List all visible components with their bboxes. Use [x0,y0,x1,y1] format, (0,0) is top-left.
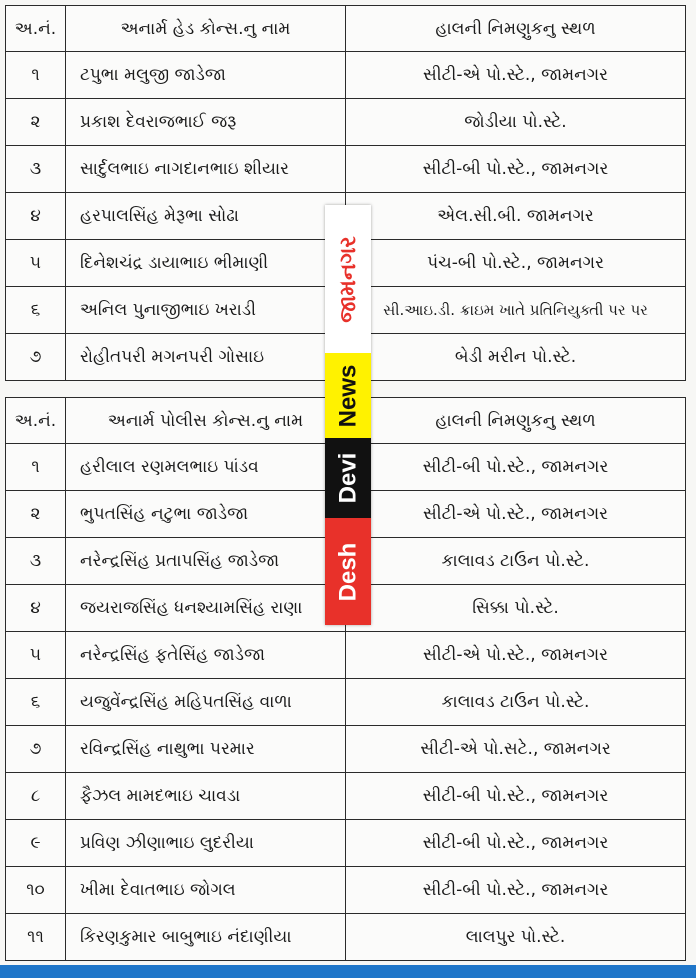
name-cell: હરીલાલ રણમલભાઇ પાંડવ [66,444,346,491]
serial-cell: ૧ [6,444,66,491]
table-row [6,632,686,679]
watermark-desh-text: Desh [334,542,361,601]
name-cell: ખીમા દેવાતભાઇ જોગલ [66,867,346,914]
serial-cell: ૧ [6,52,66,99]
column-header-posting: હાલની નિમણુકનુ સ્થળ [346,398,686,444]
desh-devi-news-watermark [325,205,371,625]
table-row [6,914,686,961]
posting-cell: સીટી-બી પો.સ્ટે., જામનગર [346,773,686,820]
name-cell: ફૈઝલ મામદભાઇ ચાવડા [66,773,346,820]
name-cell: અનિલ પુનાજીભાઇ ખરાડી [66,287,346,334]
posting-cell: સીટી-બી પો.સ્ટે., જામનગર [346,867,686,914]
serial-cell: ૩ [6,538,66,585]
posting-cell: એલ.સી.બી. જામનગર [346,193,686,240]
watermark-news [325,353,371,438]
name-cell: પ્રવિણ ઝીણાભાઇ લુદરીયા [66,820,346,867]
column-header-posting: હાલની નિમણુકનુ સ્થળ [346,6,686,52]
watermark-devi [325,438,371,518]
serial-cell: ૨ [6,99,66,146]
name-cell: જયરાજસિંહ ધનશ્યામસિંહ રાણા [66,585,346,632]
posting-cell: સીટી-બી પો.સ્ટે., જામનગર [346,444,686,491]
table-row [6,99,686,146]
column-header-name: અનાર્મ હેડ કોન્સ.નુ નામ [66,6,346,52]
serial-cell: ૨ [6,491,66,538]
posting-cell: પંચ-બી પો.સ્ટે., જામનગર [346,240,686,287]
watermark-city [325,205,371,353]
serial-cell: ૯ [6,820,66,867]
name-cell: નરેન્દ્રસિંહ ફતેસિંહ જાડેજા [66,632,346,679]
serial-cell: ૪ [6,585,66,632]
posting-cell: જોડીયા પો.સ્ટે. [346,99,686,146]
serial-cell: ૬ [6,287,66,334]
posting-cell: બેડી મરીન પો.સ્ટે. [346,334,686,381]
posting-cell: કાલાવડ ટાઉન પો.સ્ટે. [346,679,686,726]
serial-cell: ૭ [6,726,66,773]
posting-cell: સિક્કા પો.સ્ટે. [346,585,686,632]
name-cell: ટપુભા મલુજી જાડેજા [66,52,346,99]
watermark-city-text: જામનગર [335,235,361,323]
column-header-name: અનાર્મ પોલીસ કોન્સ.નુ નામ [66,398,346,444]
serial-cell: ૬ [6,679,66,726]
name-cell: નરેન્દ્રસિંહ પ્રતાપસિંહ જાડેજા [66,538,346,585]
posting-cell: કાલાવડ ટાઉન પો.સ્ટે. [346,538,686,585]
name-cell: સાર્દુલભાઇ નાગદાનભાઇ શીયાર [66,146,346,193]
table-header-row [6,6,686,52]
watermark-devi-text: Devi [334,452,362,504]
serial-cell: ૫ [6,632,66,679]
watermark-desh [325,518,371,625]
posting-cell: સીટી-એ પો.સ્ટે., જામનગર [346,52,686,99]
posting-cell: સીટી-એ પો.સટે., જામનગર [346,726,686,773]
serial-cell: ૩ [6,146,66,193]
posting-cell: લાલપુર પો.સ્ટે. [346,914,686,961]
serial-cell: ૮ [6,773,66,820]
serial-cell: ૭ [6,334,66,381]
name-cell: યજુવેંન્દ્રસિંહ મહિપતસિંહ વાળા [66,679,346,726]
name-cell: દિનેશચંદ્ર ડાયાભાઇ ભીમાણી [66,240,346,287]
column-header-serial: અ.નં. [6,6,66,52]
table-row [6,146,686,193]
posting-cell: સીટી-એ પો.સ્ટે., જામનગર [346,491,686,538]
table-row [6,867,686,914]
table-row [6,773,686,820]
name-cell: ભુપતસિંહ નટુભા જાડેજા [66,491,346,538]
watermark-news-text: News [334,364,362,427]
posting-cell: સીટી-બી પો.સ્ટે., જામનગર [346,146,686,193]
bottom-bar [0,965,696,978]
name-cell: હરપાલસિંહ મેરૂભા સોઢા [66,193,346,240]
table-row [6,52,686,99]
table-row [6,820,686,867]
table-row [6,679,686,726]
posting-cell: સીટી-એ પો.સ્ટે., જામનગર [346,632,686,679]
name-cell: પ્રકાશ દેવરાજભાઈ જરૂ [66,99,346,146]
serial-cell: ૧૧ [6,914,66,961]
serial-cell: ૪ [6,193,66,240]
posting-cell: સી.આઇ.ડી. ક્રાઇમ ખાતે પ્રતિનિયુક્તી પર પર [346,287,686,334]
name-cell: કિરણકુમાર બાબુભાઇ નંદાણીયા [66,914,346,961]
name-cell: રોહીતપરી મગનપરી ગોસાઇ [66,334,346,381]
table-row [6,726,686,773]
posting-cell: સીટી-બી પો.સ્ટે., જામનગર [346,820,686,867]
column-header-serial: અ.નં. [6,398,66,444]
serial-cell: ૧૦ [6,867,66,914]
serial-cell: ૫ [6,240,66,287]
name-cell: રવિન્દ્રસિંહ નાથુભા પરમાર [66,726,346,773]
